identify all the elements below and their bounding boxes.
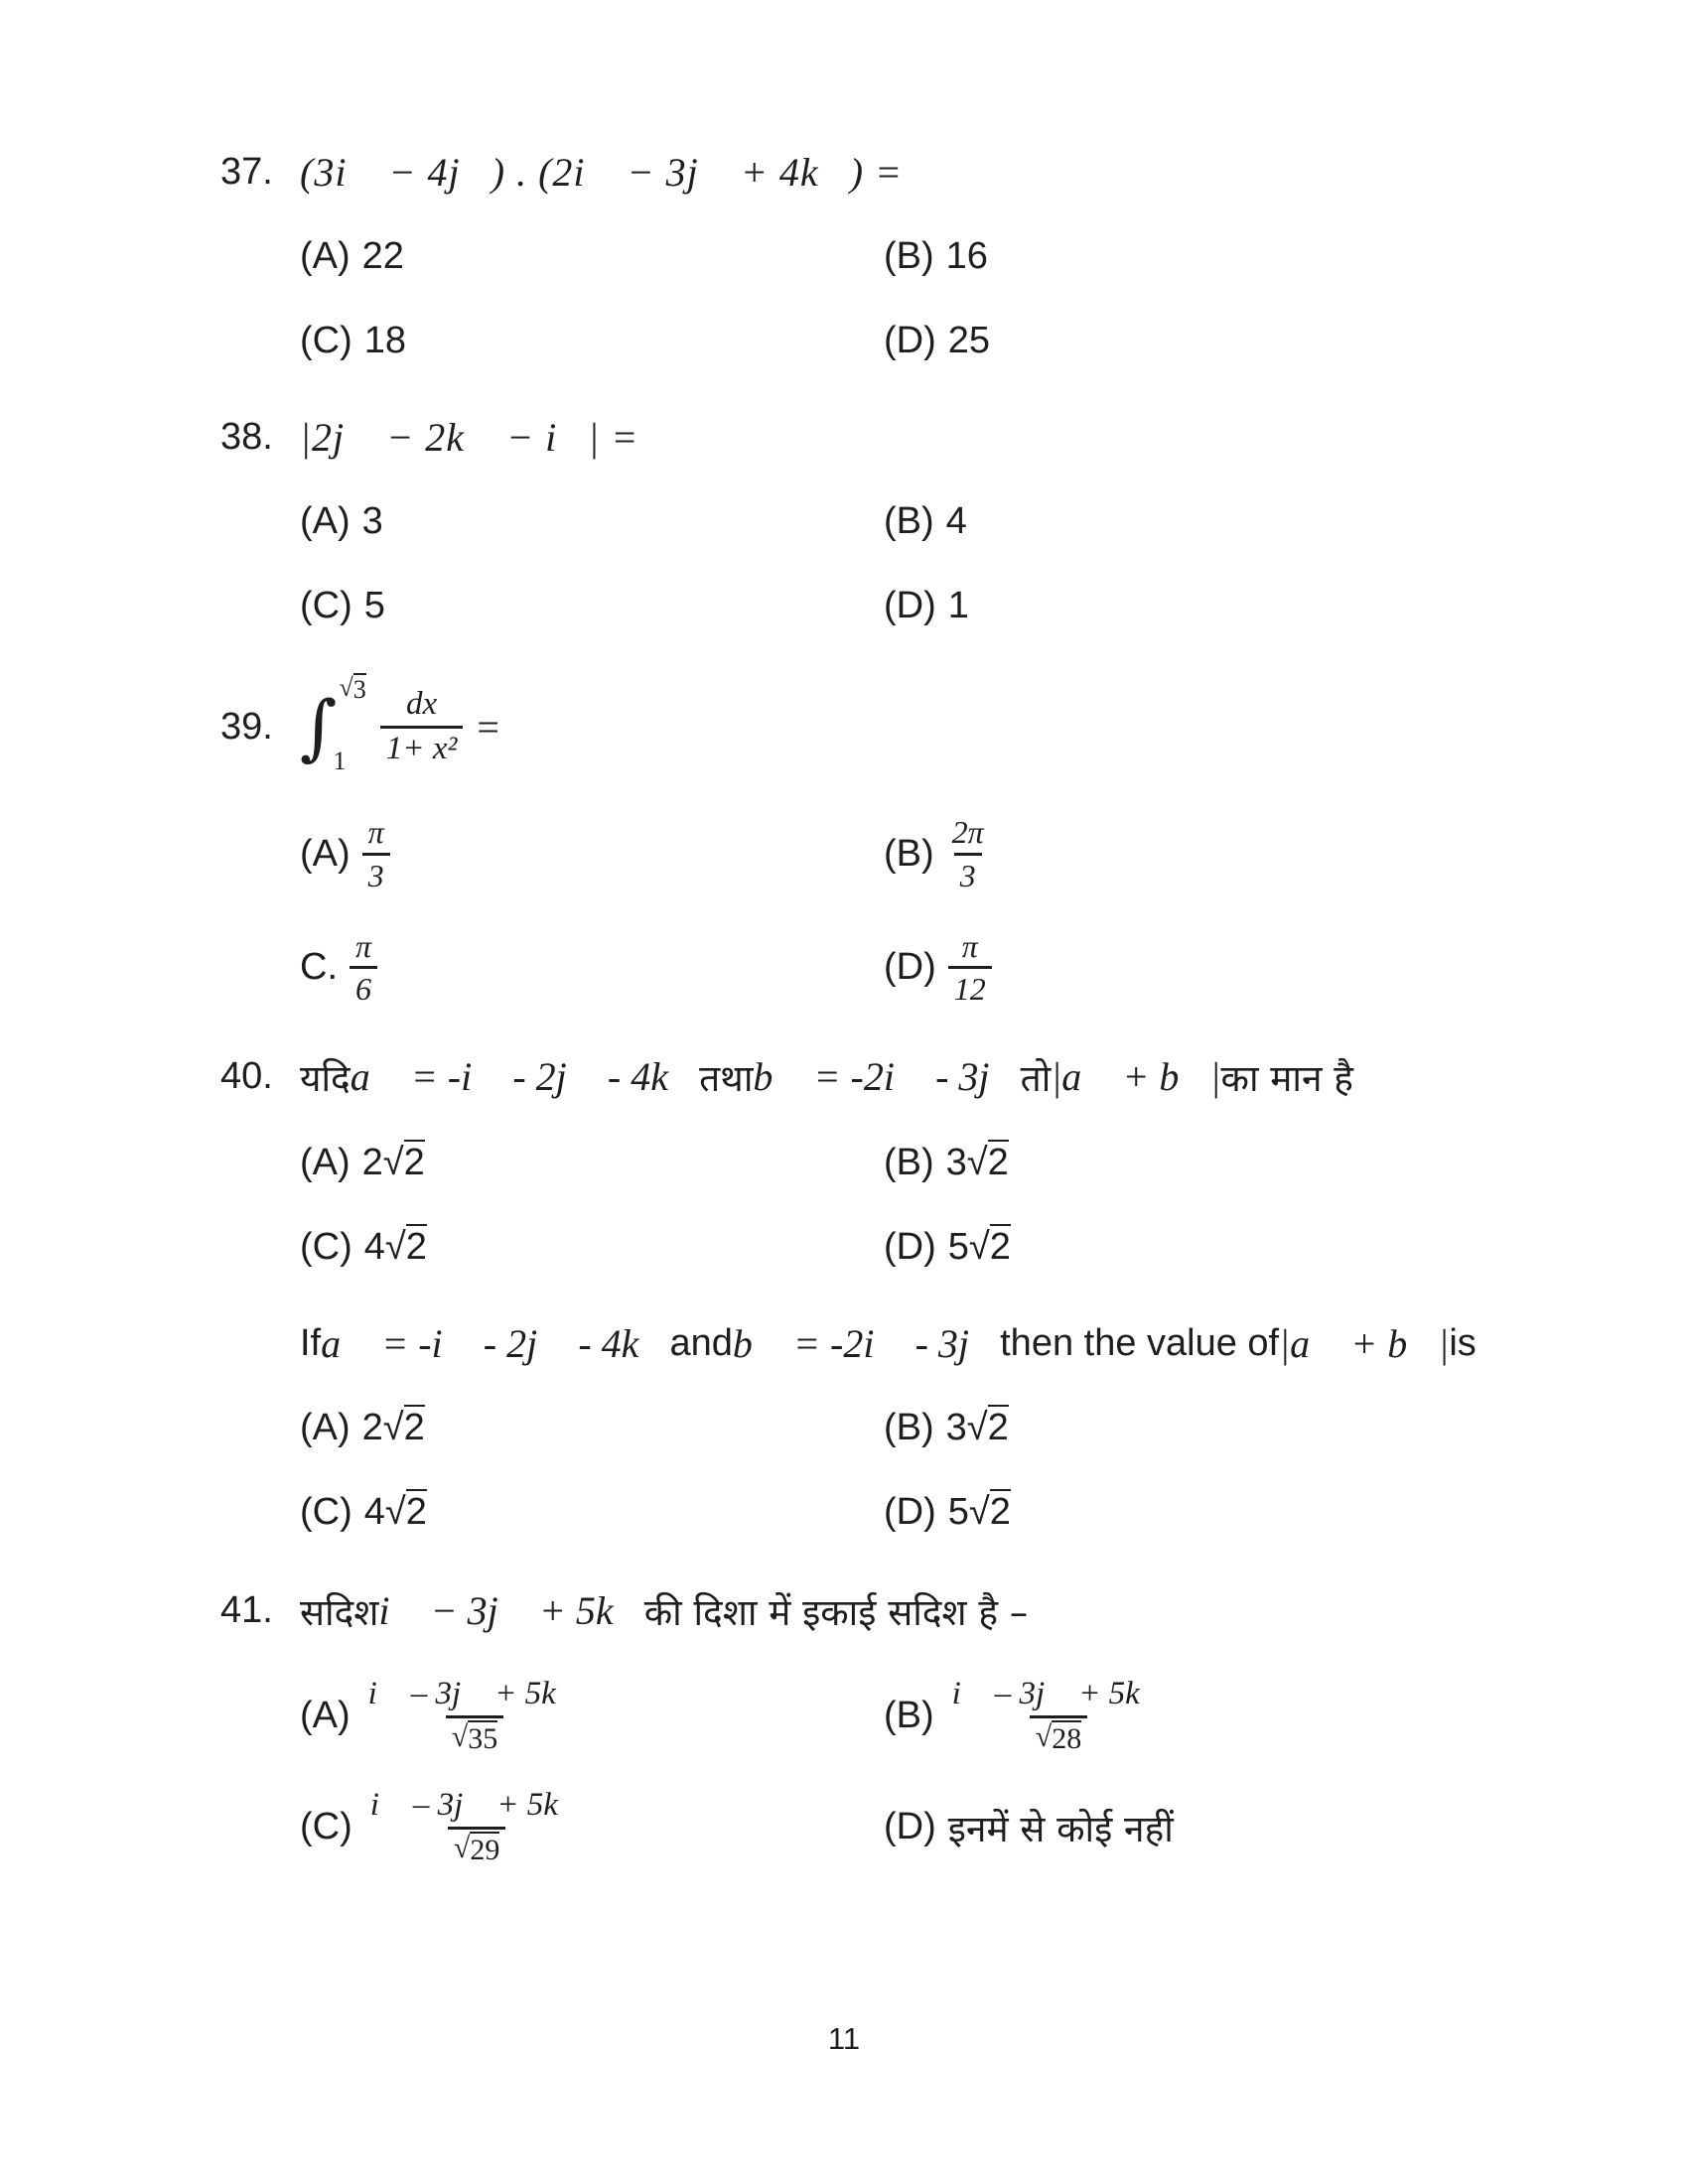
radical-sign: √ (966, 1142, 988, 1184)
fraction (946, 1676, 1172, 1756)
question-number: 39. (220, 705, 273, 748)
option-39-a (300, 814, 884, 894)
stem-text: की दिशा में इकाई सदिश है – (643, 1591, 1029, 1635)
radical-sign: √ (339, 673, 353, 702)
option-label: (B) (884, 235, 934, 277)
option-value (946, 1407, 1009, 1449)
question-37-stem-row (220, 149, 1559, 196)
fraction-numerator: 2π (951, 814, 984, 850)
question-37-options (300, 235, 1559, 362)
option-label: (A) (300, 1142, 351, 1184)
fraction-numerator: i⃗ – 3j⃗ + 5k⃗ (369, 1786, 584, 1823)
option-38-c (300, 585, 884, 627)
integral-limits (333, 673, 366, 775)
option-40-b (884, 1142, 1559, 1184)
option-label: (D) (884, 1805, 936, 1847)
option-label: (C) (300, 1226, 352, 1269)
radicand: 2 (987, 1407, 1009, 1449)
fraction (350, 928, 377, 1009)
option-value (364, 1226, 427, 1269)
option-label: (B) (884, 1407, 934, 1449)
integral-lower-limit: 1 (333, 747, 347, 775)
radicand: 28 (1052, 1722, 1082, 1756)
option-label: (B) (884, 500, 934, 542)
coefficient: 2 (361, 1142, 383, 1184)
question-38-options (300, 500, 1559, 627)
integral-expression (300, 673, 499, 775)
integral-upper-limit (340, 673, 366, 705)
option-40-en-c (300, 1491, 884, 1534)
option-40-en-b (884, 1407, 1559, 1449)
fraction-denominator: 3 (362, 853, 390, 894)
option-38-a (300, 500, 884, 543)
option-value (948, 1226, 1011, 1269)
question-number: 38. (220, 416, 273, 458)
fraction-numerator: π (367, 814, 384, 850)
stem-text: का मान है (1220, 1057, 1353, 1101)
option-label: (B) (884, 1142, 934, 1184)
option-39-d (884, 928, 1559, 1009)
fraction-numerator: π (355, 927, 372, 964)
question-40-stem-row-english (300, 1320, 1559, 1367)
option-label: (A) (300, 500, 351, 542)
radical-sign: √ (384, 1491, 406, 1534)
option-label: (D) (884, 585, 936, 626)
question-38-stem-row (220, 414, 1559, 461)
radical-sign: √ (968, 1491, 990, 1534)
question-40-options-english (300, 1407, 1559, 1534)
question-stem: |2j⃗ − 2k⃗ − i⃗| = (300, 415, 639, 460)
question-39 (220, 673, 1559, 1008)
fraction-denominator (448, 1827, 505, 1868)
stem-math: a⃗ = -i⃗ - 2j⃗ - 4k⃗ (321, 1321, 670, 1367)
option-label: (D) (884, 1491, 936, 1534)
page-number: 11 (827, 2021, 861, 2056)
question-number: 37. (220, 151, 273, 193)
stem-text: यदि (300, 1057, 351, 1101)
option-label: (D) (884, 320, 936, 361)
fraction (362, 814, 390, 894)
fraction-numerator: i⃗ – 3j⃗ + 5k⃗ (367, 1676, 582, 1712)
radicand: 3 (352, 675, 366, 704)
option-38-d (884, 585, 1559, 627)
option-40-d (884, 1226, 1559, 1269)
option-value (362, 1407, 425, 1449)
fraction (362, 1676, 588, 1756)
fraction-denominator (1030, 1715, 1087, 1757)
option-label: (B) (884, 1695, 934, 1737)
option-label: (C) (300, 1805, 352, 1847)
stem-text: सदिश (300, 1591, 379, 1635)
radical-sign: √ (1035, 1720, 1053, 1754)
option-label: (C) (300, 1491, 352, 1534)
coefficient: 4 (363, 1226, 385, 1269)
question-stem-hindi (300, 1051, 1353, 1102)
radical-sign: √ (451, 1720, 469, 1754)
option-40-en-d (884, 1491, 1559, 1534)
option-41-d (884, 1787, 1559, 1867)
option-value (948, 1491, 1011, 1534)
equals-sign: = (477, 704, 499, 750)
fraction-denominator: 12 (948, 966, 992, 1008)
radical-sign: √ (382, 1142, 404, 1184)
radicand: 2 (989, 1491, 1011, 1534)
option-label: (C) (300, 320, 352, 361)
question-stem (300, 1585, 1028, 1636)
question-39-stem-row (220, 673, 1559, 775)
option-37-d (884, 320, 1559, 362)
coefficient: 3 (945, 1142, 967, 1184)
radicand: 2 (403, 1407, 425, 1449)
option-39-c (300, 928, 884, 1009)
fraction-denominator: 3 (954, 853, 982, 894)
question-stem: (3i⃗ − 4j⃗) . (2i⃗ − 3j⃗ + 4k⃗) = (300, 150, 904, 195)
fraction (948, 928, 992, 1009)
option-value (946, 1142, 1009, 1184)
stem-text: तथा (699, 1057, 754, 1101)
stem-math: a⃗ = -i⃗ - 2j⃗ - 4k⃗ (350, 1054, 700, 1100)
radicand: 2 (989, 1226, 1011, 1269)
fraction-denominator: 1+ x² (380, 726, 464, 768)
radical-sign: √ (384, 1226, 406, 1269)
stem-math: i⃗ − 3j⃗ + 5k⃗ (378, 1588, 644, 1634)
radicand: 29 (470, 1833, 500, 1866)
fraction (946, 814, 990, 894)
radicand: 2 (405, 1226, 427, 1269)
option-37-b (884, 235, 1559, 278)
option-value (362, 1142, 425, 1184)
option-41-a (300, 1676, 884, 1756)
question-stem-english (300, 1320, 1477, 1367)
stem-math: b⃗ = -2i⃗ - 3j⃗ (732, 1321, 1001, 1367)
fraction-numerator: i⃗ – 3j⃗ + 5k⃗ (951, 1676, 1166, 1712)
fraction-denominator (446, 1715, 503, 1757)
option-38-b (884, 500, 1559, 543)
option-37-c (300, 320, 884, 362)
radicand: 35 (468, 1722, 498, 1756)
stem-text: तो (1020, 1057, 1052, 1101)
stem-text: and (669, 1322, 733, 1365)
option-40-en-a (300, 1407, 884, 1449)
question-40 (220, 1051, 1559, 1534)
fraction-numerator: π (961, 927, 978, 964)
option-value: 16 (945, 235, 988, 277)
fraction-numerator: dx (406, 685, 438, 722)
radical-sign: √ (966, 1407, 988, 1449)
question-41-stem-row (220, 1585, 1559, 1636)
stem-text: is (1449, 1322, 1477, 1365)
option-label: (A) (300, 832, 351, 875)
coefficient: 2 (361, 1407, 383, 1449)
stem-text: If (300, 1322, 322, 1365)
option-value (364, 1491, 427, 1534)
question-38 (220, 414, 1559, 627)
option-label: (D) (884, 946, 936, 989)
option-value: 5 (363, 585, 385, 626)
option-40-c (300, 1226, 884, 1269)
radical-sign: √ (968, 1226, 990, 1269)
option-value: 22 (361, 235, 404, 277)
stem-math: b⃗ = -2i⃗ - 3j⃗ (753, 1054, 1021, 1100)
option-value: 4 (945, 500, 967, 542)
coefficient: 5 (947, 1491, 969, 1534)
option-label: (A) (300, 1407, 351, 1449)
option-value: इनमें से कोई नहीं (947, 1807, 1174, 1850)
option-37-a (300, 235, 884, 278)
question-41-options (300, 1676, 1559, 1867)
option-value: 3 (361, 500, 383, 542)
option-value: 25 (947, 320, 991, 361)
option-label: (B) (884, 832, 934, 875)
stem-text: then the value of (1000, 1322, 1280, 1365)
question-40-options-hindi (300, 1142, 1559, 1269)
option-41-b (884, 1676, 1559, 1756)
coefficient: 4 (363, 1491, 385, 1534)
question-39-options (300, 814, 1559, 1008)
integral-sign: ∫ (300, 684, 338, 768)
option-value: 1 (947, 585, 969, 626)
stem-math: |a⃗ + b⃗| (1279, 1321, 1450, 1367)
option-value: 18 (363, 320, 407, 361)
coefficient: 3 (945, 1407, 967, 1449)
fraction (380, 686, 464, 768)
question-40-stem-row-hindi (220, 1051, 1559, 1102)
fraction (364, 1787, 590, 1867)
option-label: (A) (300, 1695, 351, 1737)
option-label: C. (300, 946, 338, 989)
radicand: 2 (405, 1491, 427, 1534)
question-41 (220, 1585, 1559, 1867)
question-37 (220, 149, 1559, 362)
option-label: (C) (300, 585, 352, 626)
option-40-a (300, 1142, 884, 1184)
option-label: (D) (884, 1226, 936, 1269)
radical-sign: √ (453, 1831, 471, 1864)
radicand: 2 (403, 1142, 425, 1184)
fraction-denominator: 6 (350, 966, 377, 1008)
coefficient: 5 (947, 1226, 969, 1269)
question-number: 40. (220, 1055, 273, 1098)
stem-math: |a⃗ + b⃗| (1051, 1054, 1221, 1100)
radical-sign: √ (382, 1407, 404, 1449)
question-number: 41. (220, 1589, 273, 1632)
option-39-b (884, 814, 1559, 894)
option-41-c (300, 1787, 884, 1867)
radicand: 2 (987, 1142, 1009, 1184)
option-label: (A) (300, 235, 351, 277)
